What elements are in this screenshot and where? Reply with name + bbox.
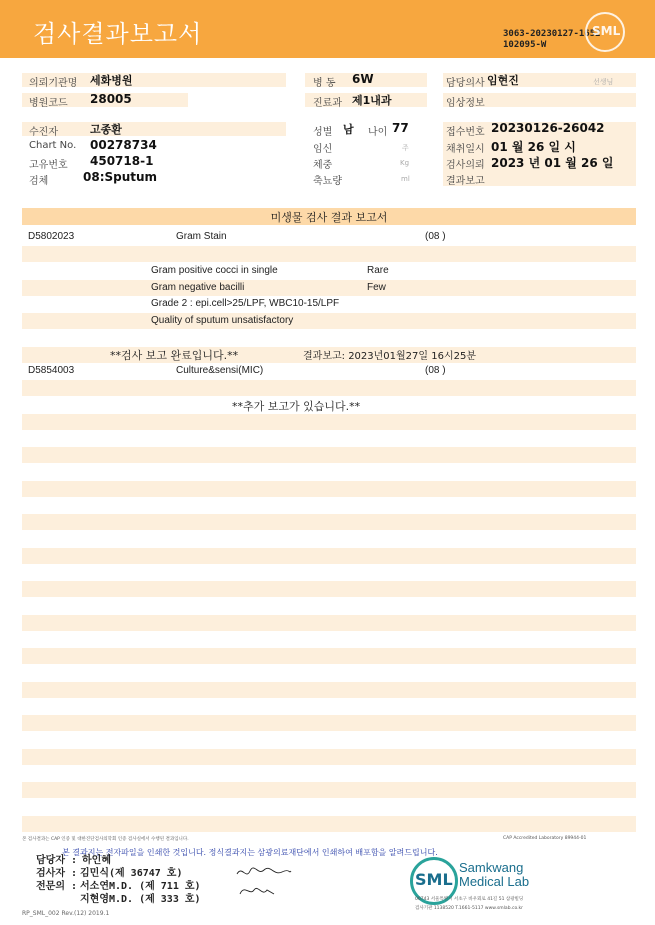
report-code-line1: 3063-20230127-1652 — [503, 29, 601, 39]
result-line-4: Quality of sputum unsatisfactory — [151, 315, 294, 326]
specimen-label: 검체 — [29, 176, 49, 187]
result-value-2: Few — [367, 282, 386, 293]
stripe-row — [22, 816, 636, 832]
info-bar — [22, 122, 286, 136]
age-value: 77 — [392, 121, 409, 135]
stripe-row — [22, 246, 636, 262]
hosp-code-value: 28005 — [90, 92, 132, 106]
stripe-row — [22, 615, 636, 631]
signature-image — [234, 862, 294, 902]
stripe-row — [22, 447, 636, 463]
stripe-row — [22, 715, 636, 731]
dept-value: 제1내과 — [352, 94, 392, 107]
tester-value: 김민식(제 36747 호) — [80, 868, 183, 879]
ward-value: 6W — [352, 72, 374, 86]
reporter-label: 담당자 : — [36, 855, 78, 866]
ward-label: 병 동 — [313, 78, 336, 89]
tester-label: 검사자 : — [36, 868, 78, 879]
sml-lab-logo-icon: SML — [410, 857, 458, 905]
stripe-row — [22, 648, 636, 664]
receipt-no-label: 접수번호 — [446, 127, 485, 138]
lab-contact: 검사기관 1138520 T.1661-5117 www.smlab.co.kr — [415, 906, 524, 911]
accreditation-note: 본 검사결과는 CAP 인증 및 대한진단검사의학회 인증 검사실에서 수행된 결과입니다. — [22, 837, 189, 842]
additional-report-notice: **추가 보고가 있습니다.** — [232, 400, 361, 413]
collect-time-value: 01 월 26 일 시 — [491, 140, 576, 154]
report-code-line2: 102095-W — [503, 40, 547, 50]
stripe-row — [22, 380, 636, 396]
sex-value: 남 — [343, 123, 354, 136]
hosp-code-label: 병원코드 — [29, 98, 68, 109]
complete-notice: **검사 보고 완료입니다.** — [110, 349, 239, 362]
report-date-label: 결과보고 — [446, 176, 485, 187]
chart-no-label: Chart No. — [29, 140, 77, 151]
test2-specimen: (08 ) — [425, 365, 446, 376]
collect-time-label: 채취일시 — [446, 144, 485, 155]
lab-name — [459, 861, 529, 889]
patient-name-label: 수진자 — [29, 127, 58, 138]
section-header — [22, 208, 636, 225]
stripe-row — [22, 581, 636, 597]
result-line-3: Grade 2 : epi.cell>25/LPF, WBC10-15/LPF — [151, 298, 340, 309]
clinical-info-label: 임상정보 — [446, 98, 485, 109]
pregnancy-label: 임신 — [313, 144, 333, 155]
lab-name-line1: Samkwang — [459, 860, 524, 875]
sex-label: 성별 — [313, 127, 333, 138]
specimen-value: 08:Sputum — [83, 170, 158, 184]
print-notice: 본 결과지는 전자파일을 인쇄한 것입니다. 정식결과지는 삼광의료재단에서 인쇄하여 배포함을 알려드립니다. — [62, 848, 438, 857]
stripe-row — [22, 782, 636, 798]
result-line-2: Gram negative bacilli — [151, 282, 245, 293]
result-value-1: Rare — [367, 265, 389, 276]
sml-logo-icon: SML — [585, 12, 625, 52]
stripe-row — [22, 414, 636, 430]
request-date-label: 검사의뢰 — [446, 160, 485, 171]
weight-unit: Kg — [400, 159, 410, 167]
doctor-suffix: 선생님 — [593, 78, 614, 86]
unique-id-label: 고유번호 — [29, 160, 68, 171]
urine-unit: ml — [401, 175, 410, 183]
form-code: RP_SML_002 Rev.(12) 2019.1 — [22, 910, 110, 917]
specialist2-value: 지현영M.D. (제 333 호) — [80, 894, 201, 905]
age-label: 나이 — [368, 127, 388, 138]
reporter-value: 하인혜 — [82, 855, 111, 866]
report-title: 검사결과보고서 — [33, 20, 203, 48]
req-org-value: 세화병원 — [90, 74, 133, 87]
test1-specimen: (08 ) — [425, 231, 446, 242]
result-line-1: Gram positive cocci in single — [151, 265, 278, 276]
lab-address: 06743 서울특별시 서초구 바우뫼로 41길 51 삼광빌딩 — [415, 897, 524, 902]
test1-code: D5802023 — [28, 231, 75, 242]
stripe-row — [22, 682, 636, 698]
stripe-row — [22, 749, 636, 765]
lab-name-line2: Medical Lab — [459, 874, 530, 889]
result-report-time: 결과보고: 2023년01월27일 16시25분 — [303, 351, 477, 362]
urine-label: 축뇨량 — [313, 176, 342, 187]
req-org-label: 의뢰기관명 — [29, 78, 78, 89]
weight-label: 체중 — [313, 160, 333, 171]
test2-code: D5854003 — [28, 365, 75, 376]
chart-no-value: 00278734 — [90, 138, 157, 152]
pregnancy-unit: 주 — [402, 144, 409, 152]
cap-number: CAP Accredited Laboratory 89944-01 — [503, 836, 587, 841]
specialist1-value: 서소연M.D. (제 711 호) — [80, 881, 201, 892]
stripe-row — [22, 481, 636, 497]
stripe-row — [22, 313, 636, 329]
patient-name-value: 고종환 — [90, 123, 122, 136]
stripe-row — [22, 548, 636, 564]
dept-label: 진료과 — [313, 98, 342, 109]
stripe-row — [22, 280, 636, 296]
doctor-label: 담당의사 — [446, 78, 485, 89]
unique-id-value: 450718-1 — [90, 154, 154, 168]
section-title: 미생물 검사 결과 보고서 — [270, 211, 388, 224]
test2-name: Culture&sensi(MIC) — [176, 365, 264, 376]
test1-name: Gram Stain — [176, 231, 227, 242]
stripe-row — [22, 514, 636, 530]
specialist-label: 전문의 : — [36, 881, 78, 892]
receipt-no-value: 20230126-26042 — [491, 121, 605, 135]
doctor-value: 임현진 — [487, 74, 519, 87]
request-date-value: 2023 년 01 월 26 일 — [491, 156, 614, 170]
